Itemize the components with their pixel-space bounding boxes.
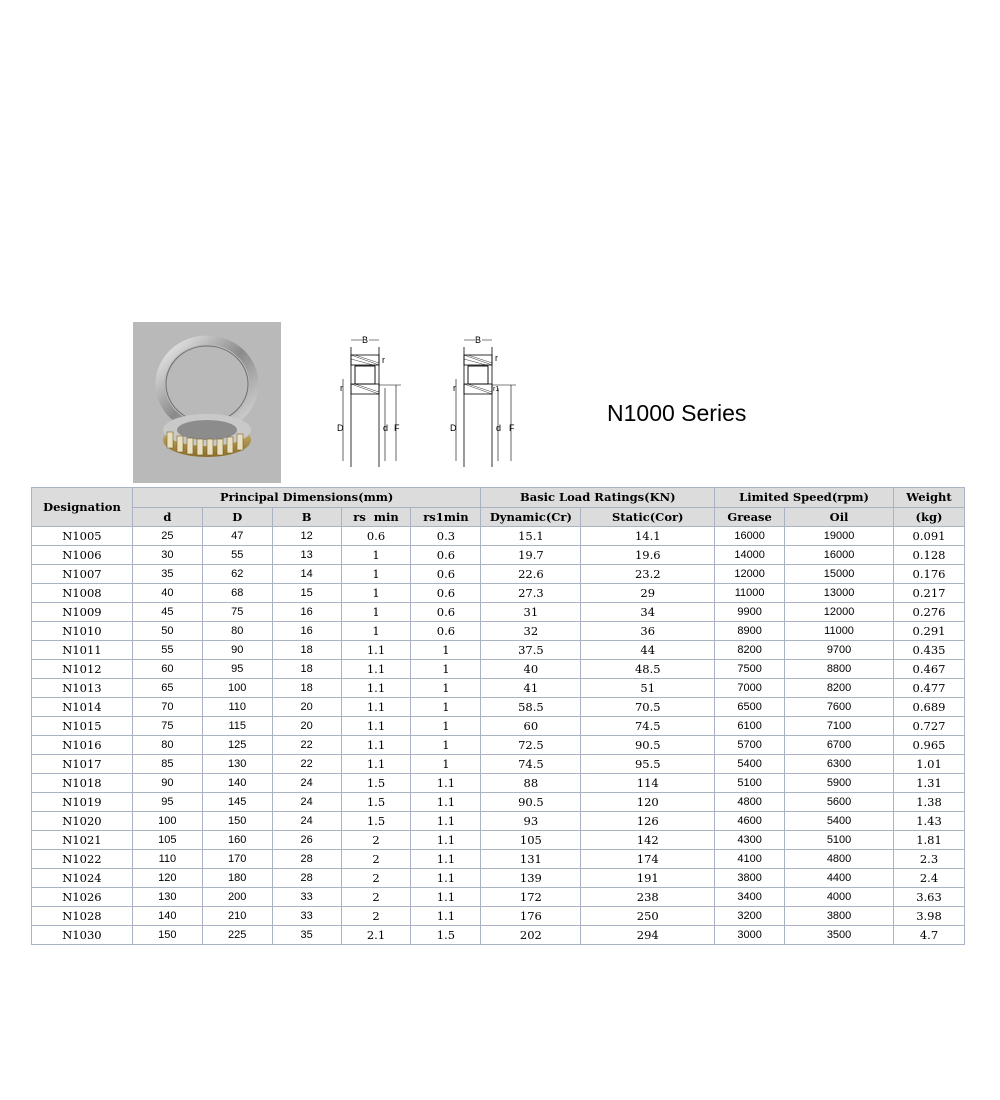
table-row [32,565,965,584]
table-cell: 191 [581,869,715,888]
table-cell: 47 [202,527,272,546]
table-cell: 29 [581,584,715,603]
table-cell: 3200 [715,907,785,926]
table-cell: 11000 [785,622,894,641]
designation-cell: N1013 [32,679,133,698]
column-header-static: Static(Cor) [581,507,715,527]
table-cell: 55 [202,546,272,565]
table-cell: 1.1 [411,888,481,907]
table-cell: 294 [581,926,715,945]
table-cell: 88 [481,774,581,793]
table-cell: 0.727 [894,717,965,736]
table-cell: 225 [202,926,272,945]
table-cell: 6500 [715,698,785,717]
table-cell: 95 [132,793,202,812]
table-cell: 130 [202,755,272,774]
width-label: B [475,335,482,345]
table-row [32,641,965,660]
column-header-designation: Designation [32,488,133,527]
table-cell: 2.3 [894,850,965,869]
table-cell: 131 [481,850,581,869]
chamfer-label: r [382,355,385,365]
table-cell: 74.5 [481,755,581,774]
table-cell: 31 [481,603,581,622]
table-cell: 28 [272,850,341,869]
table-cell: 95 [202,660,272,679]
table-cell: 1.5 [341,812,411,831]
table-cell: 50 [132,622,202,641]
table-cell: 62 [202,565,272,584]
table-cell: 90.5 [581,736,715,755]
table-cell: 23.2 [581,565,715,584]
column-header-rs-min: rs min [341,507,411,527]
table-cell: 24 [272,812,341,831]
table-cell: 4300 [715,831,785,850]
table-cell: 3000 [715,926,785,945]
table-cell: 1 [341,603,411,622]
table-cell: 1.1 [341,679,411,698]
designation-cell: N1024 [32,869,133,888]
bearing-illustration [133,322,281,483]
table-cell: 72.5 [481,736,581,755]
bearing-spec-table [31,487,965,945]
column-group-basic-load-ratings: Basic Load Ratings(KN) [481,488,715,508]
column-header-dynamic: Dynamic(Cr) [481,507,581,527]
raceway-diameter-label: F [509,423,515,433]
designation-cell: N1015 [32,717,133,736]
table-row [32,926,965,945]
table-cell: 24 [272,774,341,793]
table-row [32,527,965,546]
chamfer-label: r [495,353,498,363]
table-cell: 68 [202,584,272,603]
table-cell: 9900 [715,603,785,622]
table-row [32,584,965,603]
table-cell: 1.1 [411,869,481,888]
table-cell: 45 [132,603,202,622]
table-cell: 3800 [785,907,894,926]
designation-cell: N1007 [32,565,133,584]
table-cell: 58.5 [481,698,581,717]
designation-cell: N1011 [32,641,133,660]
designation-cell: N1009 [32,603,133,622]
table-cell: 202 [481,926,581,945]
table-cell: 65 [132,679,202,698]
table-cell: 2 [341,907,411,926]
table-cell: 7600 [785,698,894,717]
table-cell: 90 [132,774,202,793]
column-header-weight: Weight [894,488,965,508]
designation-cell: N1022 [32,850,133,869]
table-cell: 1 [411,736,481,755]
designation-cell: N1016 [32,736,133,755]
table-row [32,907,965,926]
table-cell: 19.7 [481,546,581,565]
table-cell: 3400 [715,888,785,907]
table-cell: 1.38 [894,793,965,812]
column-header-rs1-min: rs1min [411,507,481,527]
table-cell: 1.1 [341,717,411,736]
cross-section-diagram-one [333,333,417,469]
table-cell: 2 [341,850,411,869]
table-cell: 1 [411,679,481,698]
table-cell: 1 [411,698,481,717]
designation-cell: N1030 [32,926,133,945]
outer-diameter-label: D [337,423,344,433]
table-cell: 1.1 [411,812,481,831]
table-cell: 5400 [715,755,785,774]
table-cell: 8800 [785,660,894,679]
table-cell: 33 [272,907,341,926]
table-cell: 93 [481,812,581,831]
table-cell: 22 [272,736,341,755]
table-cell: 1.1 [341,641,411,660]
table-cell: 5100 [785,831,894,850]
raceway-diameter-label: F [394,423,400,433]
table-cell: 11000 [715,584,785,603]
table-cell: 1 [341,546,411,565]
table-cell: 1.43 [894,812,965,831]
table-cell: 9700 [785,641,894,660]
table-cell: 4600 [715,812,785,831]
table-cell: 90 [202,641,272,660]
designation-cell: N1026 [32,888,133,907]
table-cell: 1 [411,641,481,660]
designation-cell: N1010 [32,622,133,641]
table-cell: 70 [132,698,202,717]
table-cell: 1.1 [411,907,481,926]
table-cell: 170 [202,850,272,869]
designation-cell: N1014 [32,698,133,717]
table-row [32,831,965,850]
designation-cell: N1019 [32,793,133,812]
table-cell: 172 [481,888,581,907]
table-cell: 8200 [785,679,894,698]
table-row [32,622,965,641]
table-cell: 142 [581,831,715,850]
table-cell: 210 [202,907,272,926]
table-row [32,603,965,622]
table-cell: 75 [202,603,272,622]
table-cell: 120 [132,869,202,888]
table-cell: 8200 [715,641,785,660]
table-cell: 0.477 [894,679,965,698]
table-cell: 5900 [785,774,894,793]
table-cell: 250 [581,907,715,926]
table-cell: 105 [132,831,202,850]
table-cell: 12000 [785,603,894,622]
table-cell: 238 [581,888,715,907]
table-cell: 8900 [715,622,785,641]
table-cell: 6700 [785,736,894,755]
cross-section-diagram-two [446,333,532,469]
table-cell: 18 [272,660,341,679]
table-row [32,755,965,774]
table-cell: 1.1 [341,755,411,774]
table-cell: 80 [132,736,202,755]
table-cell: 15.1 [481,527,581,546]
table-cell: 1.1 [341,698,411,717]
table-cell: 40 [132,584,202,603]
column-header-b: B [272,507,341,527]
table-cell: 1 [411,660,481,679]
table-cell: 0.6 [411,584,481,603]
table-cell: 75 [132,717,202,736]
table-cell: 28 [272,869,341,888]
table-cell: 160 [202,831,272,850]
table-cell: 0.3 [411,527,481,546]
table-cell: 180 [202,869,272,888]
table-cell: 12 [272,527,341,546]
table-cell: 0.689 [894,698,965,717]
table-row [32,812,965,831]
table-cell: 0.6 [411,603,481,622]
table-cell: 7000 [715,679,785,698]
table-cell: 13 [272,546,341,565]
table-cell: 32 [481,622,581,641]
width-label: B [362,335,369,345]
column-group-limited-speed: Limited Speed(rpm) [715,488,894,508]
table-cell: 7500 [715,660,785,679]
table-row [32,736,965,755]
table-cell: 120 [581,793,715,812]
table-cell: 33 [272,888,341,907]
table-cell: 16000 [715,527,785,546]
table-row [32,869,965,888]
table-cell: 100 [202,679,272,698]
table-cell: 145 [202,793,272,812]
bearing-photo [133,322,281,483]
table-cell: 5700 [715,736,785,755]
table-cell: 0.6 [411,622,481,641]
table-cell: 20 [272,717,341,736]
table-cell: 1.1 [411,850,481,869]
table-cell: 30 [132,546,202,565]
table-cell: 150 [202,812,272,831]
table-cell: 12000 [715,565,785,584]
table-cell: 4000 [785,888,894,907]
table-cell: 2 [341,888,411,907]
table-cell: 26 [272,831,341,850]
table-cell: 110 [132,850,202,869]
table-cell: 18 [272,679,341,698]
table-row [32,793,965,812]
designation-cell: N1005 [32,527,133,546]
table-cell: 0.091 [894,527,965,546]
table-row [32,660,965,679]
table-cell: 6300 [785,755,894,774]
table-cell: 40 [481,660,581,679]
table-cell: 37.5 [481,641,581,660]
table-cell: 1.1 [341,736,411,755]
table-cell: 20 [272,698,341,717]
table-cell: 5100 [715,774,785,793]
column-header-oil: Oil [785,507,894,527]
table-cell: 22 [272,755,341,774]
table-cell: 140 [132,907,202,926]
designation-cell: N1018 [32,774,133,793]
table-cell: 1.5 [341,793,411,812]
table-cell: 70.5 [581,698,715,717]
table-cell: 48.5 [581,660,715,679]
table-cell: 34 [581,603,715,622]
table-cell: 1.01 [894,755,965,774]
table-cell: 25 [132,527,202,546]
table-cell: 139 [481,869,581,888]
table-cell: 22.6 [481,565,581,584]
table-cell: 4.7 [894,926,965,945]
table-cell: 2.4 [894,869,965,888]
table-cell: 1.1 [411,793,481,812]
table-cell: 150 [132,926,202,945]
table-cell: 60 [132,660,202,679]
table-body [32,527,965,945]
table-cell: 55 [132,641,202,660]
table-cell: 6100 [715,717,785,736]
table-cell: 90.5 [481,793,581,812]
table-cell: 1.31 [894,774,965,793]
table-cell: 200 [202,888,272,907]
table-cell: 0.217 [894,584,965,603]
table-cell: 126 [581,812,715,831]
bore-diameter-label: d [383,423,389,433]
table-cell: 1.1 [411,774,481,793]
table-cell: 1.5 [341,774,411,793]
chamfer-label: r [453,383,456,393]
table-cell: 105 [481,831,581,850]
table-cell: 74.5 [581,717,715,736]
table-cell: 174 [581,850,715,869]
table-cell: 1 [411,755,481,774]
table-cell: 1.81 [894,831,965,850]
table-cell: 114 [581,774,715,793]
designation-cell: N1028 [32,907,133,926]
table-cell: 0.128 [894,546,965,565]
table-cell: 1 [411,717,481,736]
table-cell: 0.435 [894,641,965,660]
table-row [32,698,965,717]
table-cell: 2 [341,869,411,888]
column-header-weight-unit: (kg) [894,507,965,527]
designation-cell: N1021 [32,831,133,850]
table-cell: 100 [132,812,202,831]
designation-cell: N1008 [32,584,133,603]
table-cell: 44 [581,641,715,660]
table-cell: 130 [132,888,202,907]
table-cell: 19.6 [581,546,715,565]
table-cell: 110 [202,698,272,717]
column-header-grease: Grease [715,507,785,527]
table-cell: 1 [341,622,411,641]
table-cell: 18 [272,641,341,660]
designation-cell: N1020 [32,812,133,831]
table-cell: 24 [272,793,341,812]
table-cell: 4400 [785,869,894,888]
chamfer-label: r1 [493,386,500,393]
table-cell: 16000 [785,546,894,565]
table-cell: 3800 [715,869,785,888]
table-cell: 0.6 [411,546,481,565]
table-row [32,546,965,565]
table-cell: 14000 [715,546,785,565]
table-row [32,774,965,793]
table-cell: 2.1 [341,926,411,945]
table-cell: 3.63 [894,888,965,907]
table-cell: 7100 [785,717,894,736]
table-cell: 16 [272,603,341,622]
table-cell: 35 [272,926,341,945]
designation-cell: N1017 [32,755,133,774]
table-cell: 35 [132,565,202,584]
table-cell: 51 [581,679,715,698]
table-cell: 3500 [785,926,894,945]
table-row [32,888,965,907]
table-cell: 85 [132,755,202,774]
table-cell: 4100 [715,850,785,869]
table-cell: 0.291 [894,622,965,641]
table-cell: 5400 [785,812,894,831]
page-title: N1000 Series [607,400,747,426]
table-cell: 5600 [785,793,894,812]
table-cell: 0.6 [411,565,481,584]
table-cell: 115 [202,717,272,736]
table-cell: 1 [341,565,411,584]
table-cell: 125 [202,736,272,755]
table-cell: 80 [202,622,272,641]
table-cell: 1.1 [411,831,481,850]
bore-diameter-label: d [496,423,502,433]
table-row [32,679,965,698]
table-cell: 0.6 [341,527,411,546]
table-cell: 16 [272,622,341,641]
table-cell: 4800 [715,793,785,812]
designation-cell: N1006 [32,546,133,565]
table-cell: 140 [202,774,272,793]
table-cell: 19000 [785,527,894,546]
column-header-outer-d: D [202,507,272,527]
table-cell: 14 [272,565,341,584]
table-cell: 3.98 [894,907,965,926]
table-cell: 60 [481,717,581,736]
table-cell: 41 [481,679,581,698]
table-cell: 0.467 [894,660,965,679]
table-cell: 15000 [785,565,894,584]
table-cell: 27.3 [481,584,581,603]
table-cell: 1 [341,584,411,603]
table-cell: 13000 [785,584,894,603]
table-cell: 36 [581,622,715,641]
table-cell: 15 [272,584,341,603]
outer-diameter-label: D [450,423,457,433]
table-cell: 14.1 [581,527,715,546]
table-cell: 0.276 [894,603,965,622]
table-cell: 95.5 [581,755,715,774]
table-row [32,850,965,869]
table-cell: 1.5 [411,926,481,945]
table-cell: 2 [341,831,411,850]
table-cell: 1.1 [341,660,411,679]
table-cell: 0.965 [894,736,965,755]
table-cell: 176 [481,907,581,926]
column-header-d: d [132,507,202,527]
designation-cell: N1012 [32,660,133,679]
table-cell: 0.176 [894,565,965,584]
table-row [32,717,965,736]
column-group-principal-dimensions: Principal Dimensions(mm) [132,488,480,508]
chamfer-label: r [340,383,343,393]
table-cell: 4800 [785,850,894,869]
